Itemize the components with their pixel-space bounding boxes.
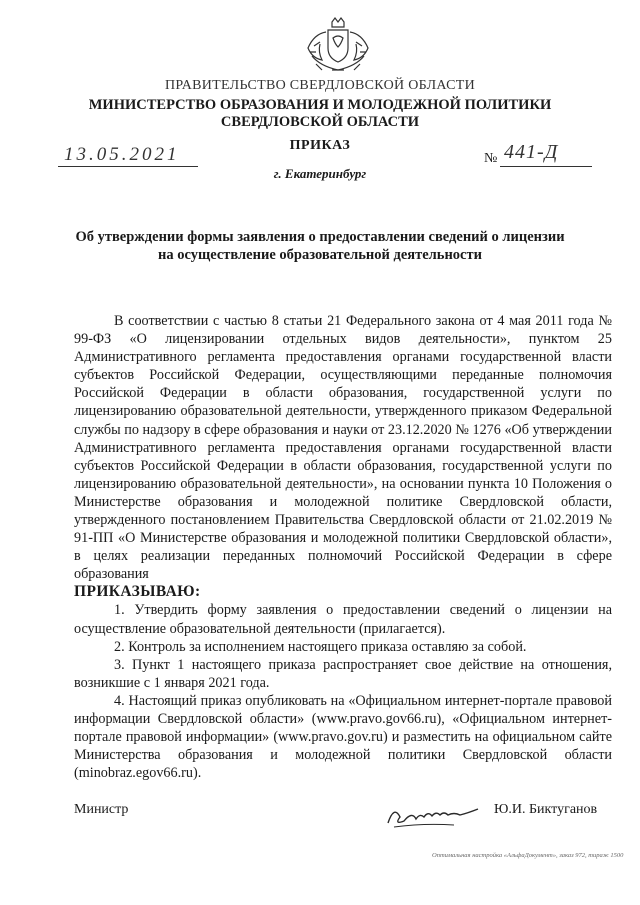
order-item-2: 2. Контроль за исполнением настоящего приказа оставляю за собой. (114, 638, 527, 655)
order-item-4: 4. Настоящий приказ опубликовать на «Официальном интернет-портале правовой информации Свердловской области» (www.pravo.gov66.ru), «Официальном интернет-портале правовой информации» (www.pravo.gov.ru) и разместить на официальном сайте Министерства образования и молодежной политики Свердловской области (minobraz.egov66.ru). (74, 692, 612, 782)
print-stamp: Оптимальная настройка «АльфаДокумент», заказ 972, тираж 1500 (432, 852, 624, 859)
handwritten-signature-icon (384, 793, 484, 833)
signatory-position: Министр (74, 802, 129, 817)
order-subject (0, 228, 640, 264)
number-sign: № (484, 151, 498, 166)
order-subject-line2: на осуществление образовательной деятельности (158, 247, 482, 263)
order-number: 441-Д (504, 141, 559, 163)
ministry-name-line2: СВЕРДЛОВСКОЙ ОБЛАСТИ (220, 114, 420, 130)
order-item-1: 1. Утвердить форму заявления о предоставлении сведений о лицензии на осуществление образовательной деятельности (прилагается). (74, 602, 612, 637)
government-name: ПРАВИТЕЛЬСТВО СВЕРДЛОВСКОЙ ОБЛАСТИ (164, 78, 476, 93)
order-date: 13.05.2021 (64, 144, 180, 165)
order-body (74, 312, 612, 782)
document-type: ПРИКАЗ (289, 138, 351, 153)
city: г. Екатеринбург (273, 166, 367, 181)
coat-of-arms-icon (302, 16, 374, 76)
preamble-paragraph: В соответствии с частью 8 статьи 21 Федерального закона от 4 мая 2011 года № 99-ФЗ «О лицензировании отдельных видов деятельности», пунктом 25 Административного регламента предоставления органами государственной власти субъектов Российской Федерации, осуществляющими переданные полномочия Российской Федерации в области образования, государственной услуги по лицензированию образовательной деятельности, утвержденного приказом Федеральной службы по надзору в сфере образования и науки от 23.12.2020 № 1276 «Об утверждении Административного регламента предоставления органами государственной власти субъектов Российской Федерации в области образования, государственной услуги по лицензированию образовательной деятельности», на основании пункта 10 Положения о Министерстве образования и молодежной политике Свердловской области, утвержденного постановлением Правительства Свердловской области от 21.02.2019 № 91-ПП «О Министерстве образования и молодежной политики Свердловской области», в целях реализации переданных полномочий Российской Федерации в сфере образования (74, 313, 612, 583)
signatory-name: Ю.И. Биктуганов (494, 802, 598, 817)
order-directive: ПРИКАЗЫВАЮ: (74, 583, 201, 601)
ministry-name (0, 97, 640, 131)
order-subject-line1: Об утверждении формы заявления о предоставлении сведений о лицензии (75, 229, 565, 245)
ministry-name-line1: МИНИСТЕРСТВО ОБРАЗОВАНИЯ И МОЛОДЕЖНОЙ ПОЛИТИКИ (88, 97, 552, 113)
order-item-3: 3. Пункт 1 настоящего приказа распространяет свое действие на отношения, возникшие с 1 января 2021 года. (74, 656, 612, 691)
